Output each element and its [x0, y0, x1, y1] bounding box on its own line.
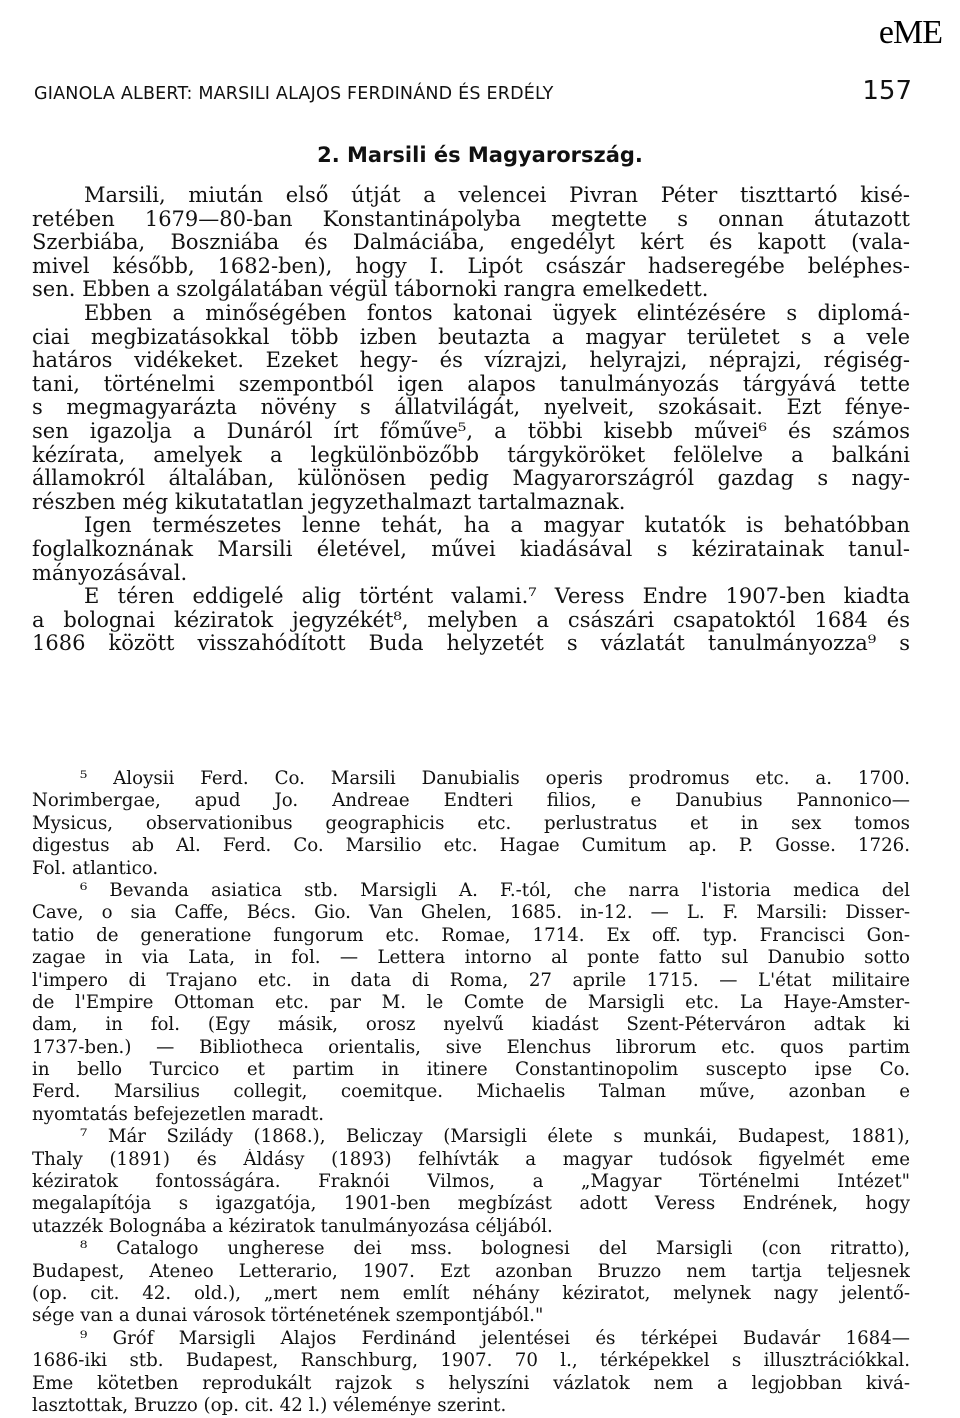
footnote-line: dam, in fol. (Egy másik, orosz nyelvű kiadást Szent-Péterváron adtak ki [32, 1014, 910, 1036]
footnote-line: Ferd. Marsilius collegit, coemitque. Michaelis Talman műve, azonban e [32, 1081, 910, 1103]
footnote-line: ⁹ Gróf Marsigli Alajos Ferdinánd jelentései és térképei Budavár 1684— [80, 1327, 910, 1349]
section-heading: 2. Marsili és Magyarország. [317, 143, 643, 167]
footnotes [32, 768, 910, 1417]
body-line: Szerbiába, Boszniába és Dalmáciába, engedélyt kért és kapott (vala- [32, 231, 910, 255]
footnote-line: ⁷ Már Szilády (1868.), Beliczay (Marsigli élete s munkái, Budapest, 1881), [80, 1126, 910, 1148]
footnote-line: ⁵ Aloysii Ferd. Co. Marsili Danubialis operis prodromus etc. a. 1700. [80, 768, 910, 789]
footnote-line: l'impero di Trajano etc. in data di Roma, 27 aprile 1715. — L'état militaire [32, 969, 910, 991]
footnote-line: digestus ab Al. Ferd. Co. Marsilio etc. Hagae Cumitum ap. P. Gosse. 1726. [32, 835, 910, 857]
body-line: határos vidékeket. Ezeket hegy- és vízrajzi, helyrajzi, néprajzi, régiség- [32, 349, 910, 373]
footnote-line: sége van a dunai városok történetének szempontjából." [32, 1305, 544, 1327]
footnote-line: zagae in via Lata, in fol. — Lettera intorno al ponte fatto sul Danubio sotto [32, 947, 910, 969]
footnote-line: 1686-iki stb. Budapest, Ranschburg, 1907. 70 l., térképekkel s illusztrációkkal. [32, 1350, 910, 1372]
body-line: részben még kikutatatlan jegyzethalmazt tartalmaznak. [32, 490, 626, 514]
body-line: mányozásával. [32, 561, 188, 585]
body-line: kézírata, amelyek a legkülönbözőbb tárgyköröket felölelve a balkáni [32, 443, 910, 467]
footnote-line: nyomtatás befejezetlen maradt. [32, 1103, 324, 1125]
footnote-line: Eme kötetben reprodukált rajzok s helyszíni vázlatok nem a legjobban kivá- [32, 1372, 910, 1394]
body-text [32, 184, 910, 656]
footnote-line: lasztottak, Bruzzo (op. cit. 42 l.) véleménye szerint. [32, 1394, 507, 1416]
footnote-line: Mysicus, observationibus geographicis etc. perlustratus et in sex tomos [32, 812, 910, 834]
body-line: tani, történelmi szempontból igen alapos tanulmányozás tárgyává tette [32, 372, 910, 396]
running-head [34, 76, 912, 106]
footnote-line: utazzék Bolognába a kéziratok tanulmányozása céljából. [32, 1215, 553, 1237]
body-line: mivel később, 1682-ben), hogy I. Lipót császár hadseregébe beléphes- [32, 254, 910, 278]
footnote-line: Norimbergae, apud Jo. Andreae Endteri filios, e Danubius Pannonico— [32, 790, 910, 812]
footnote-line: 1737-ben.) — Bibliotheca orientalis, sive Elenchus librorum etc. quos partim [32, 1036, 910, 1058]
footnote-line: de l'Empire Ottoman etc. par M. le Comte de Marsigli etc. La Haye-Amster- [32, 991, 910, 1013]
body-line: 1686 között visszahódított Buda helyzetét s vázlatát tanulmányozza⁹ s [32, 632, 910, 656]
footnote-line: tatio de generatione fungorum etc. Romae, 1714. Ex off. typ. Francisci Gon- [32, 924, 910, 946]
body-line: Igen természetes lenne tehát, ha a magyar kutatók is behatóbban [84, 514, 910, 538]
footnote-line: megalapítója s igazgatója, 1901-ben megbízást adott Veress Endrének, hogy [32, 1193, 910, 1215]
body-line: E téren eddigelé alig történt valami.⁷ Veress Endre 1907-ben kiadta [84, 585, 910, 609]
body-line: államokról általában, különösen pedig Magyarországról gazdag s nagy- [32, 467, 910, 491]
footnote-line: ⁶ Bevanda asiatica stb. Marsigli A. F.-tól, che narra l'istoria medica del [80, 879, 910, 901]
body-line: a bolognai kéziratok jegyzékét⁸, melyben a császári csapatoktól 1684 és [32, 608, 910, 632]
body-line: sen igazolja a Dunáról írt főműve⁵, a többi kisebb művei⁶ és számos [32, 419, 910, 443]
body-line: foglalkoznának Marsili életével, művei kiadásával s kéziratainak tanul- [32, 537, 910, 561]
footnote-line: Thaly (1891) és Áldásy (1893) felhívták a magyar tudósok figyelmét eme [32, 1148, 910, 1170]
body-line: Ebben a minőségében fontos katonai ügyek elintézésére s diplomá- [84, 301, 910, 325]
running-head-title: GIANOLA ALBERT: MARSILI ALAJOS FERDINÁND ÉS ERDÉLY [34, 84, 554, 104]
footnote-line: Cave, o sia Caffe, Bécs. Gio. Van Ghelen, 1685. in-12. — L. F. Marsili: Disser- [32, 902, 910, 924]
page-number: 157 [862, 76, 912, 106]
footnote-line: kéziratok fontosságára. Fraknói Vilmos, a „Magyar Történelmi Intézet" [32, 1171, 910, 1193]
body-line: retében 1679—80-ban Konstantinápolyba megtette s onnan átutazott [32, 207, 910, 231]
body-line: Marsili, miután első útját a velencei Pivran Péter tiszttartó kisé- [84, 184, 910, 207]
publisher-logo: eME [878, 14, 942, 51]
footnote-line: Fol. atlantico. [32, 857, 159, 879]
body-line: sen. Ebben a szolgálatában végül tábornoki rangra emelkedett. [32, 278, 709, 302]
body-line: s megmagyarázta növény s állatvilágát, nyelveit, szokásait. Ezt fénye- [32, 396, 910, 420]
footnote-line: Budapest, Ateneo Letterario, 1907. Ezt azonban Bruzzo nem tartja teljesnek [32, 1260, 910, 1282]
footnote-line: in bello Turcico et partim in itinere Constantinopolim suscepto ipse Co. [32, 1059, 910, 1081]
footnote-line: ⁸ Catalogo ungherese dei mss. bolognesi del Marsigli (con ritratto), [80, 1238, 910, 1260]
body-line: ciai megbizatásokkal több izben beutazta a magyar területet s a vele [32, 325, 910, 349]
footnote-line: (op. cit. 42. old.), „mert nem említ néhány kéziratot, melynek nagy jelentő- [32, 1282, 910, 1304]
